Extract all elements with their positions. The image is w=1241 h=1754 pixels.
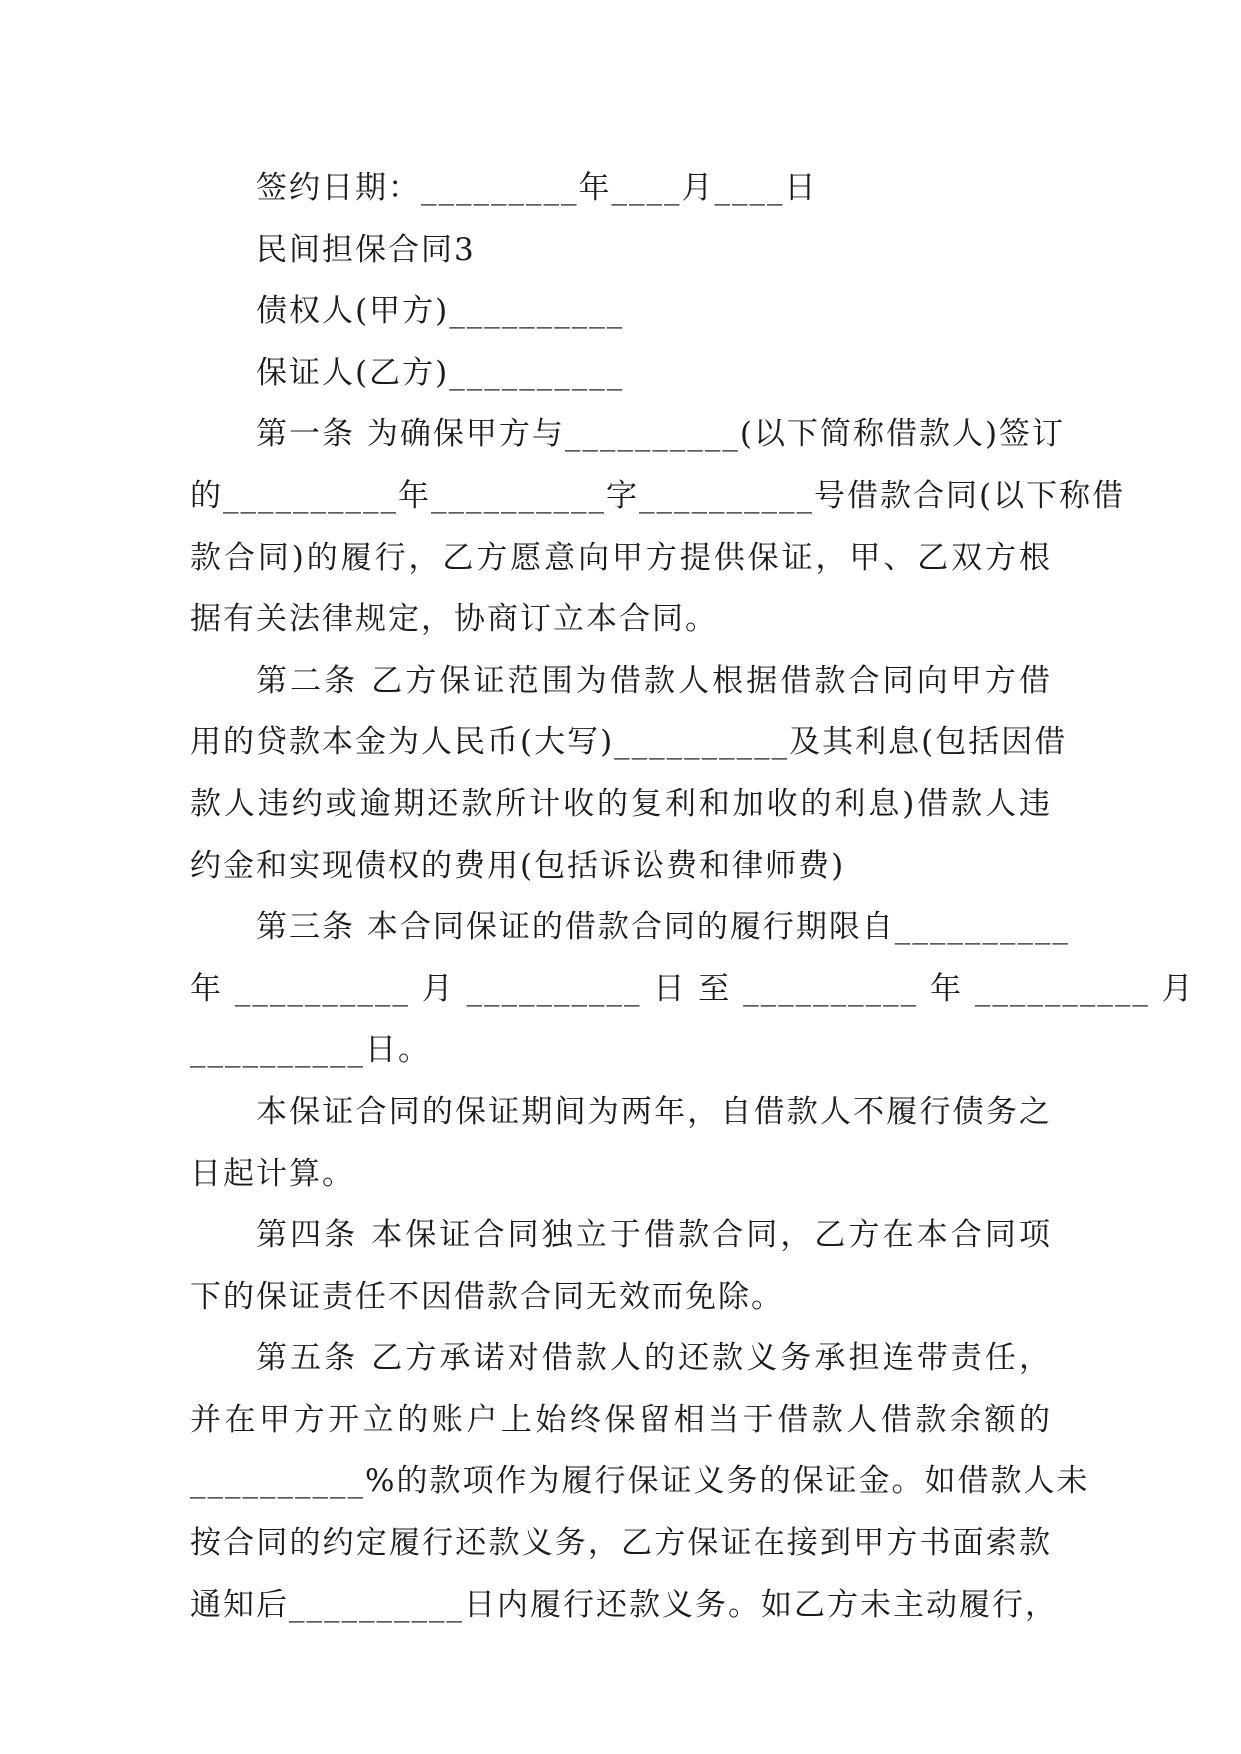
article-5-line: 通知后__________日内履行还款义务。如乙方未主动履行， [190,1586,1058,1623]
guarantor-line: 保证人(乙方)__________ [256,354,625,391]
contract-title: 民间担保合同3 [256,231,476,268]
guarantee-period-line: 日起计算。 [190,1155,355,1192]
article-3-line: 第三条 本合同保证的借款合同的履行期限自__________ [256,909,1070,946]
article-2-line: 款人违约或逾期还款所计收的复利和加收的利息)借款人违 [190,785,1052,822]
article-3-line: 年 __________ 月 __________ 日 至 __________ 年 __________ 月 [190,970,1195,1007]
article-1-line: 款合同)的履行，乙方愿意向甲方提供保证，甲、乙双方根 [190,539,1052,576]
article-2-line: 第二条 乙方保证范围为借款人根据借款合同向甲方借 [256,662,1052,699]
guarantee-period-line: 本保证合同的保证期间为两年，自借款人不履行债务之 [256,1093,1052,1130]
article-5-line: 并在甲方开立的账户上始终保留相当于借款人借款余额的 [190,1401,1052,1438]
contract-body [190,158,1195,1636]
article-1-line: 的__________年__________字__________号借款合同(以下称借 [190,477,1126,514]
article-4-line: 下的保证责任不因借款合同无效而免除。 [190,1278,784,1315]
article-3-line: __________日。 [190,1032,431,1069]
article-5-line: 按合同的约定履行还款义务，乙方保证在接到甲方书面索款 [190,1525,1052,1562]
article-4-line: 第四条 本保证合同独立于借款合同，乙方在本合同项 [256,1217,1052,1254]
signing-date-line: 签约日期：_________年____月____日 [256,170,818,206]
article-2-line: 约金和实现债权的费用(包括诉讼费和律师费) [190,847,846,884]
article-5-line: __________%的款项作为履行保证义务的保证金。如借款人未 [190,1463,1090,1500]
article-1-line: 第一条 为确保甲方与__________(以下简称借款人)签订 [256,416,1066,453]
article-2-line: 用的贷款本金为人民币(大写)__________及其利息(包括因借 [190,724,1068,761]
article-1-line: 据有关法律规定，协商订立本合同。 [190,601,718,638]
creditor-line: 债权人(甲方)__________ [256,293,625,330]
article-5-line: 第五条 乙方承诺对借款人的还款义务承担连带责任， [256,1340,1052,1377]
